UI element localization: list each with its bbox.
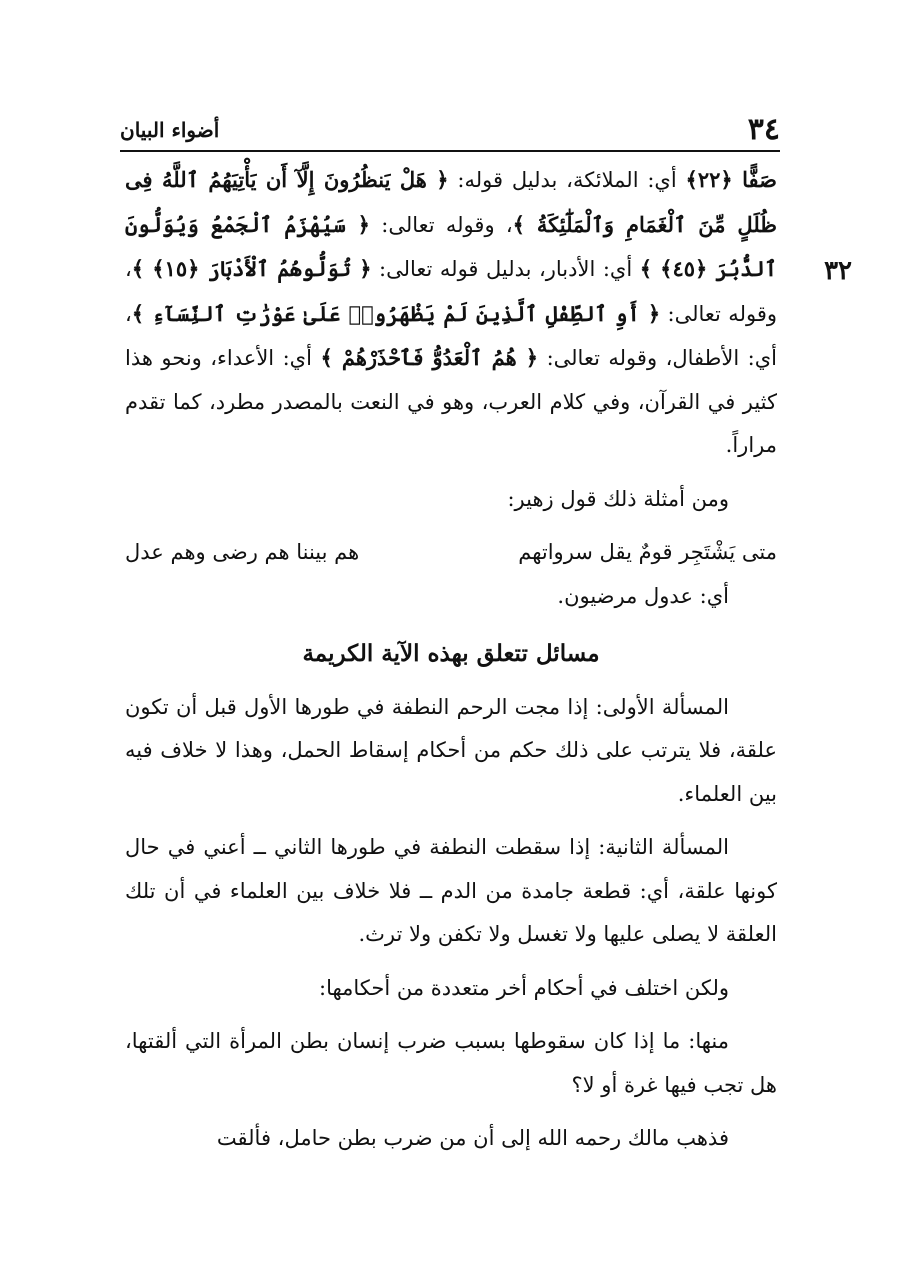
page-body: [125, 158, 777, 1161]
poetry-gloss: أي: عدول مرضيون.: [557, 583, 729, 608]
quran-quote: ﴿ سَيُهْزَمُ ٱلْجَمْعُ وَيُوَلُّونَ ٱلدُّبُرَ ﴿٤٥﴾ ﴾: [125, 211, 778, 281]
body-text: ، وقوله تعالى:: [125, 257, 777, 326]
quran-quote: ﴿ تُوَلُّوهُمُ ٱلْأَدْبَارَ ﴿١٥﴾ ﴾: [131, 256, 372, 281]
body-text: ، وقوله تعالى:: [369, 212, 513, 237]
body-text: أي: الملائكة، بدليل قوله:: [448, 168, 686, 192]
header-rule: [120, 150, 780, 152]
margin-verse-number: ٣٢: [824, 256, 852, 286]
page-header: [120, 108, 780, 148]
issue-malik: فذهب مالك رحمه الله إلى أن من ضرب بطن حامل، فألقت: [216, 1126, 729, 1150]
body-text: أي: الأدبار، بدليل قوله تعالى:: [371, 257, 640, 281]
body-text: ، أي: الأطفال، وقوله تعالى:: [125, 301, 777, 370]
intro-paragraph: [125, 158, 777, 468]
poetry-intro: ومن أمثلة ذلك قول زهير:: [507, 486, 729, 511]
issue-second: المسألة الثانية: إذا سقطت النطفة في طورها الثاني ــ أعني في حال كونها علقة، أي: قطعة جامدة من الدم ــ فلا خلاف بين العلماء في أن تلك العلقة لا يصلى عليها ولا تغسل ولا تكفن ولا ترث.: [125, 835, 777, 946]
poetry-verse: [125, 531, 777, 575]
hemistich-left: هم بيننا هم رضى وهم عدل: [125, 540, 360, 564]
section-heading: مسائل تتعلق بهذه الآية الكريمة: [302, 640, 600, 667]
issue-first: المسألة الأولى: إذا مجت الرحم النطفة في طورها الأول قبل أن تكون علقة، فلا يترتب على ذلك حكم من أحكام إسقاط الحمل، وهذا لا خلاف فيه بين العلماء.: [125, 694, 777, 806]
quran-quote: ﴿ هَلْ يَنظُرُونَ إِلَّآ أَن يَأْتِيَهُمُ ٱللَّهُ فِى ظُلَلٍ مِّنَ ٱلْغَمَامِ وَٱلْمَلَٰٓئِكَةُ ﴾: [125, 167, 777, 237]
body-text: أي: الأعداء، ونحو هذا كثير في القرآن، وفي كلام العرب، وهو في النعت بالمصدر مطرد، كما تقدم مراراً.: [125, 346, 777, 457]
hemistich-right: متى يَشْتَجِر قومٌ يقل سرواتهم: [518, 540, 777, 564]
quran-quote: ﴿ أَوِ ٱلطِّفْلِ ٱلَّذِينَ لَمْ يَظْهَرُوا۟ عَلَىٰ عَوْرَٰتِ ٱلنِّسَآءِ ﴾: [131, 300, 661, 326]
issue-among: منها: ما إذا كان سقوطها بسبب ضرب إنسان بطن المرأة التي ألقتها، هل تجب فيها غرة أو لا؟: [125, 1029, 777, 1097]
running-title: أضواء البيان: [120, 118, 220, 142]
page-number: ٣٤: [747, 112, 780, 147]
issue-but: ولكن اختلف في أحكام أخر متعددة من أحكامها:: [319, 975, 729, 1000]
quran-quote: صَفًّا ﴿٢٢﴾: [685, 167, 778, 192]
quran-quote: ﴿ هُمُ ٱلْعَدُوُّ فَٱحْذَرْهُمْ ﴾: [320, 345, 539, 370]
